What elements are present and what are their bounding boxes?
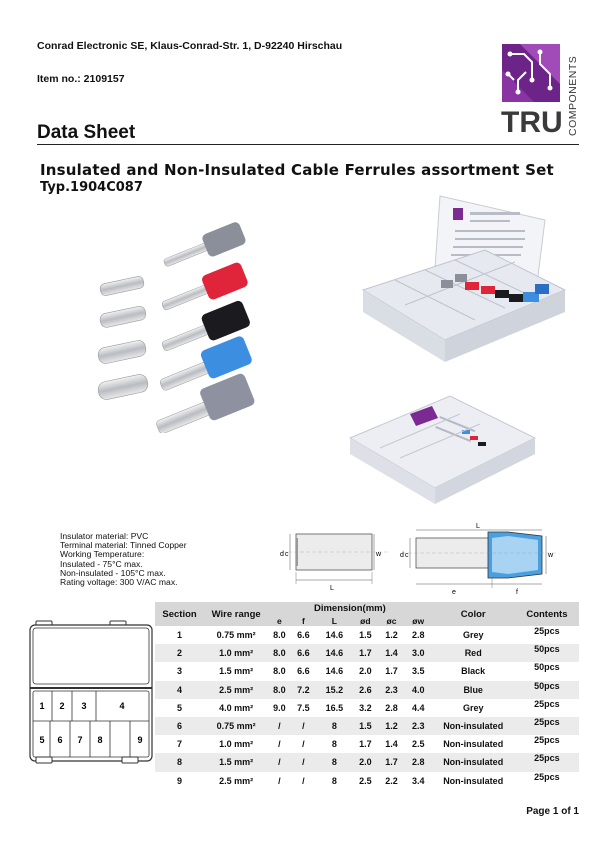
- cell-contents: 50pcs: [515, 662, 579, 680]
- cell-e: 8.0: [268, 626, 290, 644]
- dim-w: w: [548, 552, 554, 559]
- cell-section: 1: [155, 626, 204, 644]
- cell-w: 3.5: [405, 662, 432, 680]
- item-label: Item no.:: [37, 73, 81, 85]
- cell-d: 2.0: [353, 662, 379, 680]
- cell-e: /: [268, 772, 290, 790]
- cell-L: 8: [316, 753, 352, 771]
- cell-color: Non-insulated: [432, 717, 515, 735]
- cell-section: 6: [155, 717, 204, 735]
- cell-section: 8: [155, 753, 204, 771]
- cell-e: 8.0: [268, 644, 290, 662]
- table-row: [155, 644, 579, 662]
- spec-line: Terminal material: Tinned Copper: [60, 540, 187, 551]
- cell-color: Red: [432, 644, 515, 662]
- compartment-label: 6: [57, 735, 63, 745]
- circuit-logo-icon: [502, 44, 560, 102]
- table-row: [155, 772, 579, 790]
- cell-c: 2.2: [378, 772, 405, 790]
- open-assortment-box-photo: [345, 190, 575, 370]
- non-insulated-ferrule-2: [99, 305, 147, 328]
- cell-f: 6.6: [291, 662, 317, 680]
- cell-wire: 2.5 mm²: [204, 681, 268, 699]
- cell-c: 1.4: [378, 735, 405, 753]
- cell-c: 2.3: [378, 681, 405, 699]
- cell-color: Grey: [432, 699, 515, 717]
- cell-contents: 25pcs: [515, 772, 579, 790]
- table-row: [155, 662, 579, 680]
- cell-f: 7.2: [291, 681, 317, 699]
- compartment-label: 5: [39, 735, 45, 745]
- cell-f: /: [291, 772, 317, 790]
- tru-components-logo: [500, 40, 582, 140]
- table-row: [155, 753, 579, 771]
- company-address: Conrad Electronic SE, Klaus-Conrad-Str. 1, D-92240 Hirschau: [37, 40, 343, 52]
- logo-text-side: COMPONENTS: [567, 55, 579, 136]
- cell-contents: 50pcs: [515, 644, 579, 662]
- compartment-label: 9: [137, 735, 143, 745]
- closed-assortment-box-photo: [340, 378, 540, 508]
- cell-d: 1.5: [353, 626, 379, 644]
- cell-wire: 0.75 mm²: [204, 717, 268, 735]
- cell-e: /: [268, 753, 290, 771]
- table-row: [155, 699, 579, 717]
- spec-line: Non-insulated - 105°C max.: [60, 567, 166, 578]
- header-f: f: [291, 615, 317, 626]
- header-color: Color: [432, 602, 515, 626]
- header-e: e: [268, 615, 290, 626]
- non-insulated-ferrule-1: [99, 276, 145, 297]
- cell-wire: 2.5 mm²: [204, 772, 268, 790]
- cell-L: 8: [316, 717, 352, 735]
- logo-text-main: TRU: [501, 106, 563, 139]
- non-insulated-ferrule-drawing: [270, 520, 390, 598]
- cell-wire: 4.0 mm²: [204, 699, 268, 717]
- cell-w: 4.0: [405, 681, 432, 699]
- cell-color: Grey: [432, 626, 515, 644]
- ferrules-photo: [88, 218, 263, 433]
- cell-c: 1.7: [378, 753, 405, 771]
- cell-wire: 0.75 mm²: [204, 626, 268, 644]
- cell-L: 8: [316, 772, 352, 790]
- cell-wire: 1.0 mm²: [204, 644, 268, 662]
- cell-c: 1.2: [378, 626, 405, 644]
- cell-f: 6.6: [291, 626, 317, 644]
- header-dimension: Dimension(mm): [268, 602, 431, 615]
- cell-w: 3.0: [405, 644, 432, 662]
- cell-section: 2: [155, 644, 204, 662]
- cell-contents: 50pcs: [515, 681, 579, 699]
- cell-w: 4.4: [405, 699, 432, 717]
- dim-e: e: [452, 589, 456, 596]
- cell-c: 1.7: [378, 662, 405, 680]
- cell-section: 9: [155, 772, 204, 790]
- compartment-label: 8: [97, 735, 103, 745]
- cell-wire: 1.0 mm²: [204, 735, 268, 753]
- compartment-label: 4: [119, 701, 125, 711]
- spec-line: Rating voltage: 300 V/AC max.: [60, 577, 178, 588]
- spec-line: Insulated - 75°C max.: [60, 558, 143, 569]
- cell-L: 14.6: [316, 662, 352, 680]
- compartment-label: 1: [39, 701, 45, 711]
- cell-c: 1.2: [378, 717, 405, 735]
- cell-contents: 25pcs: [515, 626, 579, 644]
- dimension-table: [155, 602, 579, 790]
- compartment-label: 2: [59, 701, 65, 711]
- cell-c: 1.4: [378, 644, 405, 662]
- dim-L: L: [476, 523, 480, 530]
- item-number: 2109157: [83, 73, 125, 85]
- cell-contents: 25pcs: [515, 753, 579, 771]
- cell-section: 7: [155, 735, 204, 753]
- dim-d: d: [400, 552, 404, 559]
- cell-L: 14.6: [316, 626, 352, 644]
- cell-f: 6.6: [291, 644, 317, 662]
- cell-d: 1.5: [353, 717, 379, 735]
- cell-w: 2.8: [405, 753, 432, 771]
- cell-e: 8.0: [268, 662, 290, 680]
- cell-color: Black: [432, 662, 515, 680]
- dim-w: w: [376, 551, 382, 558]
- cell-contents: 25pcs: [515, 717, 579, 735]
- header-L: L: [316, 615, 352, 626]
- non-insulated-ferrule-3: [97, 339, 147, 365]
- table-row: [155, 626, 579, 644]
- cell-color: Non-insulated: [432, 772, 515, 790]
- cell-f: /: [291, 717, 317, 735]
- header-w: øw: [405, 615, 432, 626]
- cell-d: 1.7: [353, 735, 379, 753]
- cell-e: /: [268, 717, 290, 735]
- cell-L: 16.5: [316, 699, 352, 717]
- table-row: [155, 717, 579, 735]
- compartment-label: 7: [77, 735, 83, 745]
- compartment-label: 3: [81, 701, 87, 711]
- dim-c: c: [285, 551, 289, 558]
- cell-w: 2.3: [405, 717, 432, 735]
- table-row: [155, 735, 579, 753]
- dim-d: d: [280, 551, 284, 558]
- cell-color: Non-insulated: [432, 753, 515, 771]
- box-compartment-layout: [28, 617, 154, 767]
- product-title: Insulated and Non-Insulated Cable Ferrules assortment Set: [40, 161, 554, 179]
- cell-wire: 1.5 mm²: [204, 753, 268, 771]
- material-specs: [60, 532, 187, 587]
- cell-f: 7.5: [291, 699, 317, 717]
- cell-wire: 1.5 mm²: [204, 662, 268, 680]
- cell-w: 2.8: [405, 626, 432, 644]
- page-number: Page 1 of 1: [526, 806, 579, 817]
- cell-e: 9.0: [268, 699, 290, 717]
- cell-section: 5: [155, 699, 204, 717]
- cell-color: Blue: [432, 681, 515, 699]
- cell-d: 1.7: [353, 644, 379, 662]
- cell-contents: 25pcs: [515, 699, 579, 717]
- cell-e: /: [268, 735, 290, 753]
- product-type: Typ.1904C087: [40, 180, 143, 195]
- cell-e: 8.0: [268, 681, 290, 699]
- cell-w: 3.4: [405, 772, 432, 790]
- spec-line: Working Temperature:: [60, 549, 145, 560]
- header-d: ød: [353, 615, 379, 626]
- header-c: øc: [378, 615, 405, 626]
- document-title: Data Sheet: [37, 122, 136, 143]
- header-section: Section: [155, 602, 204, 626]
- dim-f: f: [516, 589, 518, 596]
- cell-d: 2.0: [353, 753, 379, 771]
- cell-d: 3.2: [353, 699, 379, 717]
- cell-section: 4: [155, 681, 204, 699]
- cell-section: 3: [155, 662, 204, 680]
- cell-d: 2.5: [353, 772, 379, 790]
- spec-line: Insulator material: PVC: [60, 531, 149, 541]
- dim-L: L: [330, 585, 334, 592]
- item-number-line: [37, 73, 125, 85]
- cell-contents: 25pcs: [515, 735, 579, 753]
- title-divider: [37, 144, 579, 145]
- cell-f: /: [291, 735, 317, 753]
- table-row: [155, 681, 579, 699]
- cell-c: 2.8: [378, 699, 405, 717]
- non-insulated-ferrule-4: [97, 373, 150, 401]
- cell-d: 2.6: [353, 681, 379, 699]
- cell-color: Non-insulated: [432, 735, 515, 753]
- cell-f: /: [291, 753, 317, 771]
- cell-L: 14.6: [316, 644, 352, 662]
- cell-L: 8: [316, 735, 352, 753]
- cell-w: 2.5: [405, 735, 432, 753]
- header-wire-range: Wire range: [204, 602, 268, 626]
- dim-c: c: [405, 552, 409, 559]
- insulated-ferrule-drawing: [392, 522, 562, 600]
- header-contents: Contents: [515, 602, 579, 626]
- cell-L: 15.2: [316, 681, 352, 699]
